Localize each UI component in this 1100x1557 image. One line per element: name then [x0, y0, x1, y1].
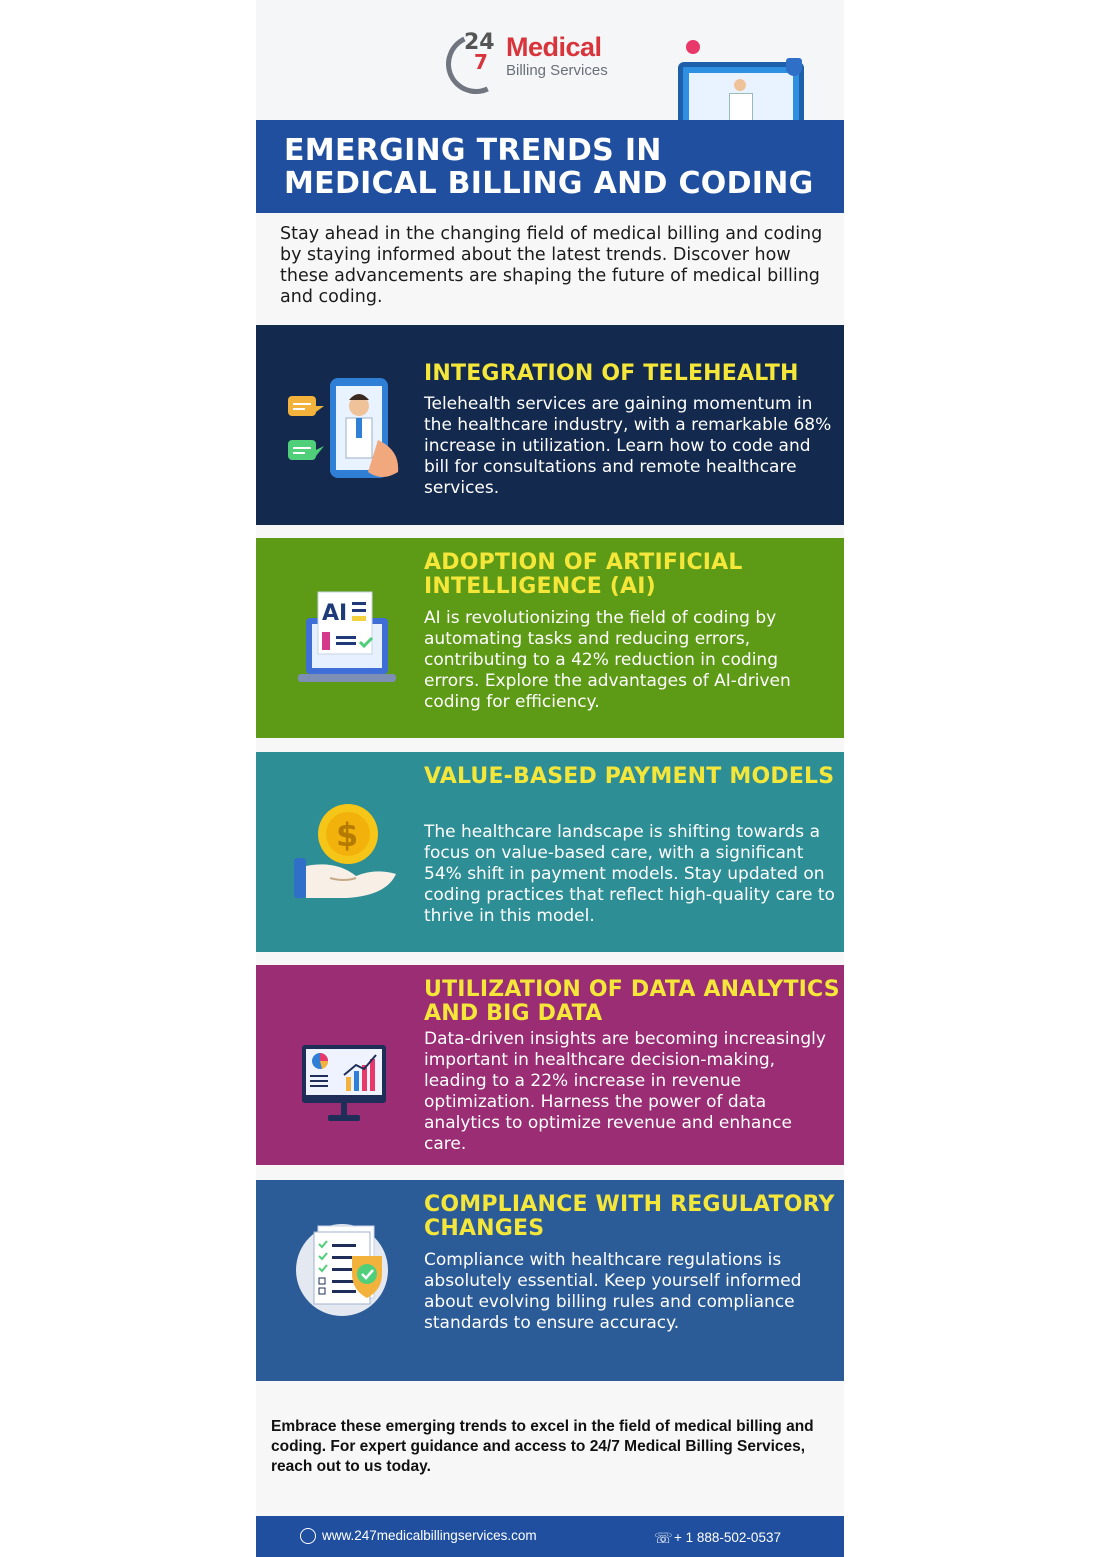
section-heading: VALUE-BASED PAYMENT MODELS [424, 764, 835, 789]
logo-name: Medical [506, 32, 602, 62]
coin-hand-icon [286, 796, 416, 926]
intro-text: Stay ahead in the changing field of medical billing and coding by staying informed about the latest trends. Discover how these advancements are shaping the future of medical billing and coding. [280, 224, 823, 307]
section-body: Data-driven insights are becoming increasingly important in healthcare decision-making, leading to a 22% increase in revenue optimization. Harness the power of data analytics to optimize revenue and enhance care. [424, 1029, 826, 1154]
footer [256, 1516, 844, 1557]
infographic [256, 0, 844, 1557]
section-body: The healthcare landscape is shifting towards a focus on value-based care, with a significant 54% shift in payment models. Stay updated on coding practices that reflect high-quality care to thrive in this model. [424, 822, 835, 926]
section-data-analytics [256, 965, 844, 1165]
section-ai [256, 538, 844, 738]
ai-laptop-icon [286, 578, 416, 708]
logo-number-bottom: 7 [474, 50, 488, 74]
shield-icon [786, 58, 802, 76]
globe-icon [300, 1528, 316, 1544]
analytics-monitor-icon [286, 1037, 416, 1167]
telehealth-phone-doctor-icon [286, 370, 416, 500]
website-link[interactable]: www.247medicalbillingservices.com [322, 1528, 537, 1543]
closing-text: Embrace these emerging trends to excel in the field of medical billing and coding. For expert guidance and access to 24/7 Medical Billing Services, reach out to us today. [271, 1418, 814, 1475]
section-telehealth [256, 325, 844, 525]
header [256, 0, 844, 120]
svg-text:$: $ [336, 816, 359, 854]
checklist-shield-icon [286, 1218, 416, 1348]
section-body: Telehealth services are gaining momentum in the healthcare industry, with a remarkable 68% increase in utilization. Learn how to code and bill for consultations and remote healthcare services. [424, 394, 832, 498]
section-compliance [256, 1180, 844, 1381]
title-band [256, 120, 844, 213]
section-body: AI is revolutionizing the field of coding by automating tasks and reducing errors, contributing to a 42% reduction in coding errors. Explore the advantages of AI-driven coding for efficiency. [424, 608, 791, 712]
phone-number[interactable]: + 1 888-502-0537 [674, 1530, 781, 1545]
section-heading: UTILIZATION OF DATA ANALYTICS AND BIG DATA [424, 977, 840, 1026]
section-heading: ADOPTION OF ARTIFICIAL INTELLIGENCE (AI) [424, 550, 743, 599]
company-logo[interactable] [446, 28, 646, 98]
section-heading: COMPLIANCE WITH REGULATORY CHANGES [424, 1192, 835, 1241]
logo-number-top: 24 [464, 30, 495, 55]
phone-icon: ☏ [654, 1529, 673, 1547]
page-title: EMERGING TRENDS IN MEDICAL BILLING AND CODING [284, 133, 814, 201]
section-heading: INTEGRATION OF TELEHEALTH [424, 361, 799, 386]
section-value-based [256, 752, 844, 952]
logo-subtitle: Billing Services [506, 62, 608, 79]
heart-icon [686, 40, 700, 54]
section-body: Compliance with healthcare regulations is absolutely essential. Keep yourself informed about evolving billing rules and compliance standards to ensure accuracy. [424, 1250, 802, 1333]
svg-text:AI: AI [322, 601, 348, 626]
